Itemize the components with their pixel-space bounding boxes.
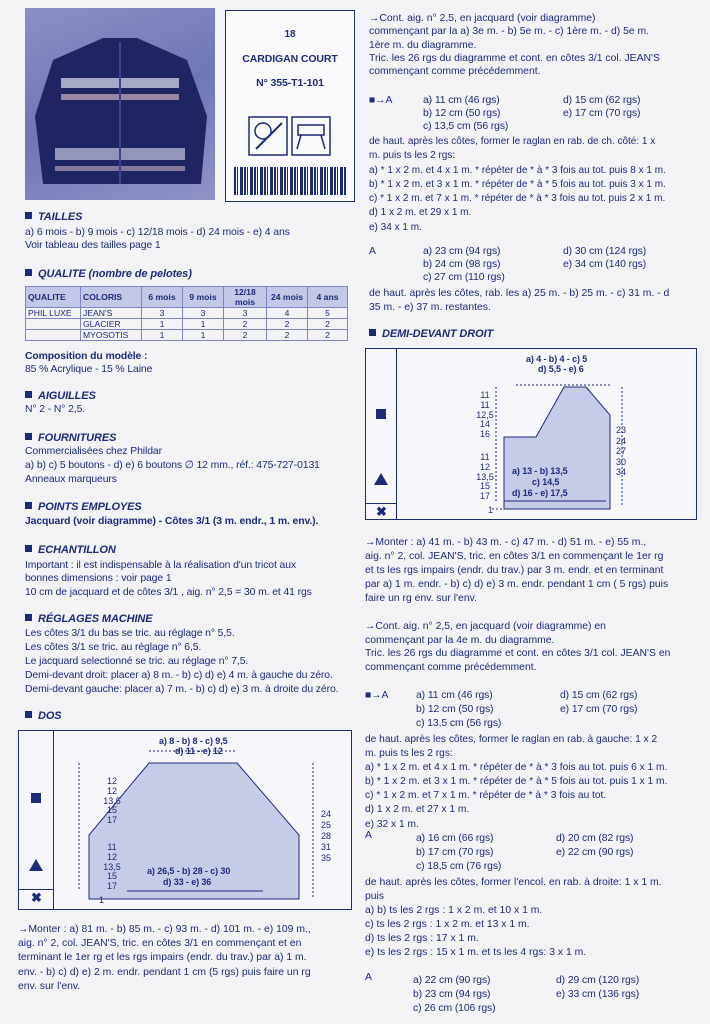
size-e: e) 33 cm (136 rgs) xyxy=(556,989,640,1000)
table-header: 12/18 mois xyxy=(224,287,267,308)
size-c: c) 13,5 cm (56 rgs) xyxy=(423,121,509,132)
quality-table xyxy=(25,286,348,341)
text-line: aig. n° 2, col. JEAN'S, tric. en côtes 3/1 en commençant le 1er rg xyxy=(365,551,664,562)
table-cell: GLACIER xyxy=(81,319,142,330)
fournitures-heading: FOURNITURES xyxy=(25,432,116,444)
dim-label: 11 xyxy=(480,390,490,400)
text-line: commençant comme précédemment. xyxy=(369,66,541,78)
table-header: 6 mois xyxy=(142,287,183,308)
text-line: c) ts les 2 rgs : 1 x 2 m. et 13 x 1 m. xyxy=(365,919,530,930)
text-line: 35 m. - e) 37 m. restantes. xyxy=(369,301,491,313)
text-line: puis xyxy=(365,891,385,902)
dos-left-lower-labels xyxy=(103,843,121,892)
dim-label: 14 xyxy=(479,419,490,430)
table-cell: 4 xyxy=(267,308,308,319)
cardigan-photo xyxy=(25,8,215,200)
triangle-symbol-icon xyxy=(29,859,43,871)
text-line: →Cont. aig. n° 2,5, en jacquard (voir diagramme) en xyxy=(365,621,606,632)
text-line: commençant par la 4e m. du diagramme. xyxy=(365,634,555,646)
table-header: QUALITE xyxy=(26,287,81,308)
reglages-line: Les côtes 3/1 se tric. au réglage n° 6,5. xyxy=(25,642,202,653)
size-a: a) 11 cm (46 rgs) xyxy=(423,95,500,106)
dim-label: 11 xyxy=(107,842,117,852)
reglages-line: Demi-devant gauche: placer a) 7 m. - b) c) d) e) 3 m. à droite du zéro. xyxy=(25,684,339,695)
table-cell: 2 xyxy=(308,319,348,330)
dim-label: 23 xyxy=(615,425,626,435)
dim-label: 13,5 xyxy=(103,795,121,806)
text-line: d) 1 x 2 m. et 29 x 1 m. xyxy=(369,207,472,219)
size-d: d) 30 cm (124 rgs) xyxy=(563,246,647,257)
text-line: a) * 1 x 2 m. et 4 x 1 m. * répéter de * à * 3 fois au tot. puis 8 x 1 m. xyxy=(369,164,666,176)
text-line: env. - b) c) d) e) 2 m. endr. pendant 1 cm (5 rgs) puis faire un rg xyxy=(18,966,311,978)
dos-monter-text xyxy=(18,923,350,994)
table-cell: 3 xyxy=(183,308,224,319)
composition-heading: Composition du modèle : xyxy=(25,351,148,362)
dos-continue-text xyxy=(369,12,705,78)
reglages-line: Demi-devant droit: placer a) 8 m. - b) c) d) e) 4 m. à gauche du zéro. xyxy=(25,670,333,681)
size-d: d) 15 cm (62 rgs) xyxy=(563,95,641,106)
text-line: 1ère m. du diagramme. xyxy=(369,39,477,51)
dos-bottom-label: a) 26,5 - b) 28 - c) 30 xyxy=(147,866,231,876)
reglages-line: Le jacquard selectionné se tric. au réglage n° 7,5. xyxy=(25,656,249,667)
text-line: →Cont. aig. n° 2,5, en jacquard (voir diagramme) xyxy=(369,13,596,24)
dim-label: 12 xyxy=(106,776,117,786)
size-a: a) 23 cm (94 rgs) xyxy=(423,246,501,257)
table-cell: 3 xyxy=(142,308,183,319)
a-marker: A xyxy=(369,246,376,257)
dim-label: 16 xyxy=(479,429,490,440)
size-d: d) 15 cm (62 rgs) xyxy=(560,690,638,701)
text-line: a) b) ts les 2 rgs : 1 x 2 m. et 10 x 1 m. xyxy=(365,905,543,916)
size-d: d) 29 cm (120 rgs) xyxy=(556,975,640,986)
points-text: Jacquard (voir diagramme) - Côtes 3/1 (3 m. endr., 1 m. env.). xyxy=(25,516,319,527)
dim-label: 11 xyxy=(480,399,490,410)
table-row xyxy=(26,330,348,341)
table-row xyxy=(26,319,348,330)
size-b: b) 17 cm (70 rgs) xyxy=(416,847,494,858)
text-line: commençant par la a) 3e m. - b) 5e m. - c) 1ère m. - d) 5e m. xyxy=(369,26,650,38)
fournitures-text: Commercialisées chez Phildar xyxy=(25,446,162,457)
square-a-marker: ■→A xyxy=(369,95,393,106)
size-c: c) 13,5 cm (56 rgs) xyxy=(416,718,502,729)
dos-rib-label: 1 xyxy=(99,895,104,905)
dim-label: 30 xyxy=(615,456,626,467)
echantillon-text: 10 cm de jacquard et de côtes 3/1 , aig. n° 2,5 = 30 m. et 41 rgs xyxy=(25,587,312,598)
aiguilles-text: N° 2 - N° 2,5. xyxy=(25,404,86,415)
dim-label: 17 xyxy=(106,815,117,826)
dim-label: 12 xyxy=(106,851,117,862)
text-line: m. puis ts les 2 rgs: xyxy=(369,150,456,162)
ddd-continue-text xyxy=(365,620,705,674)
points-heading: POINTS EMPLOYES xyxy=(25,501,142,513)
dim-label: 31 xyxy=(320,842,331,852)
table-header-row xyxy=(26,287,348,308)
text-line: de haut. après les côtes, former l'encol. en rab. à droite: 1 x 1 m. xyxy=(365,877,662,888)
table-cell: 2 xyxy=(308,330,348,341)
a-marker: A xyxy=(365,830,372,841)
text-line: b) * 1 x 2 m. et 3 x 1 m. * répéter de * à * 5 fois au tot. puis 1 x 1 m. xyxy=(365,776,668,788)
table-cell: 1 xyxy=(142,330,183,341)
text-line: c) * 1 x 2 m. et 7 x 1 m. * répéter de * à * 3 fois au tot. xyxy=(365,790,607,802)
table-header: COLORIS xyxy=(81,287,142,308)
ddd-bottom-label: d) 16 - e) 17,5 xyxy=(512,488,568,498)
table-header: 9 mois xyxy=(183,287,224,308)
table-cell: 5 xyxy=(308,308,348,319)
table-row xyxy=(26,308,348,319)
size-e: e) 34 cm (140 rgs) xyxy=(563,259,647,270)
tailles-ref: Voir tableau des tailles page 1 xyxy=(25,240,161,251)
text-line: par a) 1 m. endr. - b) c) d) e) 3 m. endr. pendant 1 cm ( 5 rgs) puis xyxy=(365,579,669,590)
text-line: de haut. après les côtes, former le raglan en rab. de ch. côté: 1 x xyxy=(369,136,656,147)
text-line: terminant le 1er rg et les rgs impairs (endr. du trav.) par a) 1 m. xyxy=(18,952,307,964)
text-line: e) 32 x 1 m. xyxy=(365,818,419,830)
dim-label: 11 xyxy=(480,452,490,462)
text-line: Tric. les 26 rgs du diagramme et cont. en côtes 3/1 col. JEAN'S xyxy=(369,52,660,64)
text-line: e) 34 x 1 m. xyxy=(369,221,422,233)
ddd-monter-text xyxy=(365,536,705,606)
text-line: aig. n° 2, col. JEAN'S, tric. en côtes 3/1 en commençant et en xyxy=(18,938,302,950)
ddd-right-labels xyxy=(612,425,630,478)
square-symbol-icon xyxy=(376,409,386,419)
text-line: d) ts les 2 rgs : 17 x 1 m. xyxy=(365,933,479,944)
dim-label: 12 xyxy=(479,461,490,472)
table-header: 4 ans xyxy=(308,287,348,308)
ddd-bottom-label: c) 14,5 xyxy=(532,477,560,487)
text-line: faire un rg env. sur l'env. xyxy=(365,593,477,604)
table-cell: 2 xyxy=(267,319,308,330)
text-line: de haut. après les côtes, rab. les a) 25 m. - b) 25 m. - c) 31 m. - d xyxy=(369,288,670,299)
dos-heading: DOS xyxy=(25,710,62,722)
text-line: commençant comme précédemment. xyxy=(365,661,537,673)
text-line: d) 1 x 2 m. et 27 x 1 m. xyxy=(365,804,470,816)
size-a: a) 16 cm (66 rgs) xyxy=(416,833,494,844)
dos-top-label: a) 8 - b) 8 - c) 9,5 xyxy=(159,736,228,746)
table-cell xyxy=(26,330,81,341)
dos-diagram xyxy=(18,730,352,910)
text-line: c) * 1 x 2 m. et 7 x 1 m. * répéter de * à * 3 fois au tot. puis 2 x 1 m. xyxy=(369,193,666,205)
text-line: →Monter : a) 41 m. - b) 43 m. - c) 47 m. - d) 51 m. - e) 55 m., xyxy=(365,537,647,548)
size-c: c) 26 cm (106 rgs) xyxy=(413,1003,496,1014)
dim-label: 12,5 xyxy=(476,409,494,420)
ddd-left-lower-labels xyxy=(476,453,494,502)
dim-label: 15 xyxy=(106,805,117,816)
size-d: d) 20 cm (82 rgs) xyxy=(556,833,634,844)
echantillon-heading: ECHANTILLON xyxy=(25,544,116,556)
model-title: CARDIGAN COURT xyxy=(242,53,338,65)
text-line: →Monter : a) 81 m. - b) 85 m. - c) 93 m. - d) 101 m. - e) 109 m., xyxy=(18,924,311,935)
text-line: e) ts les 2 rgs : 15 x 1 m. et ts les 4 rgs: 3 x 1 m. xyxy=(365,947,587,958)
table-cell: JEAN'S xyxy=(81,308,142,319)
dim-label: 13,5 xyxy=(476,471,494,482)
dim-label: 25 xyxy=(320,820,331,830)
ddd-rib-label: 1 xyxy=(488,505,493,515)
size-e: e) 22 cm (90 rgs) xyxy=(556,847,634,858)
table-cell: 1 xyxy=(142,319,183,330)
dos-end-text xyxy=(369,287,705,314)
echantillon-text: Important : il est indispensable à la réalisation d'un tricot aux xyxy=(25,560,296,571)
dos-top-label: d) 11 - e) 12 xyxy=(175,746,223,756)
dim-label: 34 xyxy=(615,467,626,477)
ddd-left-upper-labels xyxy=(476,391,494,440)
size-b: b) 12 cm (50 rgs) xyxy=(423,108,501,119)
dim-label: 17 xyxy=(479,491,490,502)
square-a-marker: ■→A xyxy=(365,690,389,701)
size-b: b) 24 cm (98 rgs) xyxy=(423,259,501,270)
table-cell: 2 xyxy=(224,319,267,330)
dim-label: 24 xyxy=(615,435,626,446)
reglages-heading: RÉGLAGES MACHINE xyxy=(25,613,153,625)
size-a: a) 22 cm (90 rgs) xyxy=(413,975,491,986)
table-cell: 1 xyxy=(183,319,224,330)
text-line: m. puis ts les 2 rgs: xyxy=(365,748,453,760)
dim-label: 27 xyxy=(615,446,626,456)
composition-text: 85 % Acrylique - 15 % Laine xyxy=(25,364,153,375)
qualite-heading: QUALITE (nombre de pelotes) xyxy=(25,268,192,280)
dim-label: 13,5 xyxy=(103,861,121,872)
table-header: 24 mois xyxy=(267,287,308,308)
table-cell: PHIL LUXE xyxy=(26,308,81,319)
dim-label: 17 xyxy=(106,881,117,892)
text-line: env. sur l'env. xyxy=(18,980,81,992)
square-symbol-icon xyxy=(31,793,41,803)
text-line: Tric. les 26 rgs du diagramme et cont. en côtes 3/1 col. JEAN'S en xyxy=(365,648,671,659)
text-line: et ts les rgs impairs (endr. du trav.) par 3 m. endr. et en terminant xyxy=(365,565,664,576)
dim-label: 24 xyxy=(320,809,331,819)
a-marker: A xyxy=(365,972,372,983)
text-line: a) * 1 x 2 m. et 4 x 1 m. * répéter de * à * 3 fois au tot. puis 6 x 1 m. xyxy=(365,762,668,774)
dim-label: 35 xyxy=(320,853,331,863)
aiguilles-heading: AIGUILLES xyxy=(25,390,96,402)
dos-left-upper-labels xyxy=(103,777,121,826)
model-ref: N° 355-T1-101 xyxy=(256,77,324,89)
ddd-heading: DEMI-DEVANT DROIT xyxy=(369,328,493,340)
table-cell xyxy=(26,319,81,330)
size-c: c) 18,5 cm (76 rgs) xyxy=(416,861,502,872)
tailles-heading: TAILLES xyxy=(25,211,82,223)
size-e: e) 17 cm (70 rgs) xyxy=(560,704,638,715)
reglages-line: Les côtes 3/1 du bas se tric. au réglage n° 5,5. xyxy=(25,628,235,639)
ddd-bottom-label: a) 13 - b) 13,5 xyxy=(512,466,568,476)
table-cell: 1 xyxy=(183,330,224,341)
size-e: e) 17 cm (70 rgs) xyxy=(563,108,641,119)
demi-devant-droit-diagram xyxy=(365,348,697,520)
dos-right-labels xyxy=(317,809,335,864)
table-cell: MYOSOTIS xyxy=(81,330,142,341)
cross-symbol-icon: ✖ xyxy=(376,504,387,519)
ddd-raglan-text xyxy=(365,733,705,832)
model-card xyxy=(225,10,355,202)
ddd-top-label: a) 4 - b) 4 - c) 5 xyxy=(526,354,588,364)
size-b: b) 12 cm (50 rgs) xyxy=(416,704,494,715)
size-c: c) 27 cm (110 rgs) xyxy=(423,272,505,283)
size-b: b) 23 cm (94 rgs) xyxy=(413,989,491,1000)
cross-symbol-icon: ✖ xyxy=(31,890,42,905)
dim-label: 12 xyxy=(106,785,117,796)
table-cell: 2 xyxy=(267,330,308,341)
fournitures-text: a) b) c) 5 boutons - d) e) 6 boutons ∅ 12 mm., réf.: 475-727-0131 xyxy=(25,460,320,471)
ddd-top-label: d) 5,5 - e) 6 xyxy=(538,364,584,374)
fournitures-text: Anneaux marqueurs xyxy=(25,474,117,485)
table-cell: 2 xyxy=(224,330,267,341)
tailles-line: a) 6 mois - b) 9 mois - c) 12/18 mois - d) 24 mois - e) 4 ans xyxy=(25,227,290,238)
size-a: a) 11 cm (46 rgs) xyxy=(416,690,493,701)
dos-bottom-label: d) 33 - e) 36 xyxy=(163,877,212,887)
text-line: de haut. après les côtes, former le raglan en rab. à gauche: 1 x 2 xyxy=(365,734,658,745)
echantillon-text: bonnes dimensions : voir page 1 xyxy=(25,573,172,584)
ddd-encolure-text xyxy=(365,876,705,960)
dos-raglan-text xyxy=(369,135,705,235)
model-number: 18 xyxy=(284,29,296,40)
needles-machine-icon xyxy=(248,115,332,159)
dim-label: 28 xyxy=(320,831,331,841)
barcode-icon xyxy=(234,167,346,195)
dim-label: 15 xyxy=(479,481,490,492)
triangle-symbol-icon xyxy=(374,473,388,485)
dim-label: 15 xyxy=(106,871,117,882)
table-cell: 3 xyxy=(224,308,267,319)
text-line: b) * 1 x 2 m. et 3 x 1 m. * répéter de * à * 5 fois au tot. puis 3 x 1 m. xyxy=(369,178,666,190)
